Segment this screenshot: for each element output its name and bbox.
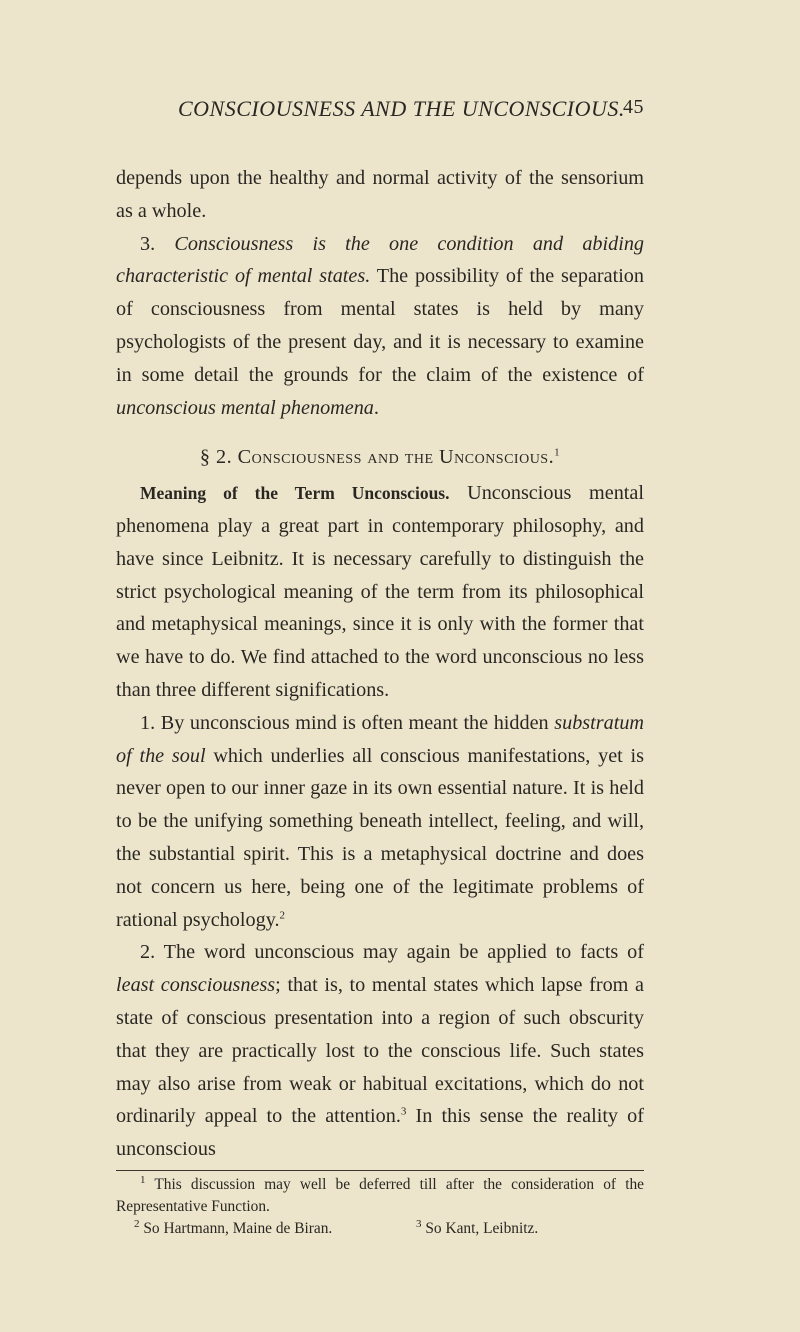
italic-phrase: Consciousness is the one condition and abiding characteristic of mental states.: [116, 232, 645, 288]
page-header: [0, 96, 800, 136]
paragraph-text: In this sense the reality of unconscious: [116, 1105, 644, 1161]
footnote-2: [116, 1218, 416, 1240]
footnote-text: So Kant, Leibnitz.: [425, 1219, 539, 1237]
punctuation: .: [373, 396, 379, 419]
page-body: [116, 162, 644, 1240]
section-title: § 2. Consciousness and the Unconscious.: [199, 446, 555, 469]
paragraph-text: depends upon the healthy and normal activity of the sensorium as a whole.: [116, 167, 644, 222]
italic-phrase: unconscious mental phenomena: [116, 396, 374, 419]
footnote-1: [116, 1174, 644, 1218]
footnote-marker: 1: [554, 446, 561, 459]
footnote-marker: 2: [279, 908, 286, 921]
paragraph-text: The possibility of the separation of consciousness from mental states is held by many psychologists of the present day, and it is necessary to examine in some detail the grounds for the claim of the existence of: [116, 265, 644, 386]
footnote-divider: [116, 1170, 644, 1171]
footnote-marker: 3: [400, 1105, 407, 1118]
paragraph-text: 2. The word unconscious may again be applied to facts of: [140, 941, 644, 964]
paragraph-meaning: [116, 477, 644, 707]
paragraph: [116, 162, 644, 228]
footnote-number: 1: [140, 1173, 146, 1186]
paragraph-text: 1. By unconscious mind is often meant the hidden: [140, 711, 549, 734]
paragraph-text: Unconscious mental phenomena play a great part in contemporary philosophy, and have since Leibnitz. It is necessary carefully to distinguish the strict psychological meaning of the term from its philosophical and metaphysical meanings, since it is only with the former that we have to do. We find attached to the word unconscious no less than three different significations.: [116, 482, 644, 701]
paragraph-text: ; that is, to mental states which lapse from a state of conscious presentation into a region of such obscurity that they are practically lost to the conscious life. Such states may also arise from weak or habitual excitations, which do not ordinarily appeal to the attention.: [116, 974, 644, 1128]
footnote-text: So Hartmann, Maine de Biran.: [143, 1219, 333, 1237]
footnote-text: This discussion may well be deferred till after the consideration of the Representative Function.: [116, 1175, 645, 1215]
footnotes: [116, 1174, 644, 1240]
paragraph-text: which underlies all conscious manifestations, yet is never open to our inner gaze in its own essential nature. It is held to be the unifying something beneath intellect, feeling, and will, the substantial spirit. This is a metaphysical doctrine and does not concern us here, being one of the legitimate problems of rational psychology.: [116, 744, 644, 931]
footnote-number: 3: [416, 1217, 422, 1230]
running-title: CONSCIOUSNESS AND THE UNCONSCIOUS.: [178, 96, 625, 121]
page-number: 45: [623, 96, 644, 118]
paragraph-point-3: [116, 228, 644, 425]
paragraph-point-2: [116, 936, 644, 1166]
italic-phrase: least consciousness: [116, 974, 276, 997]
italic-phrase: substratum of the soul: [116, 711, 645, 767]
footnote-number: 2: [134, 1217, 140, 1230]
section-heading: [116, 441, 644, 474]
footnote-row: [116, 1218, 644, 1240]
paragraph-rubric: Meaning of the Term Unconscious.: [140, 483, 450, 504]
point-number: 3.: [140, 232, 156, 255]
footnote-3: [416, 1218, 644, 1240]
paragraph-point-1: [116, 707, 644, 937]
